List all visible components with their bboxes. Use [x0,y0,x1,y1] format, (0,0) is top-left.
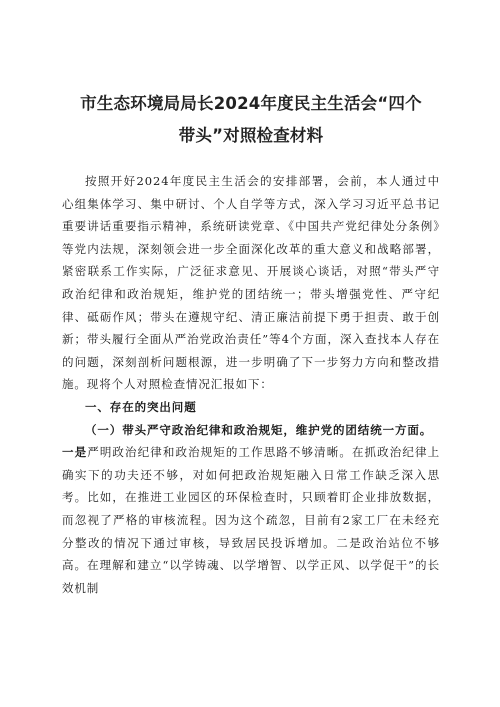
title-line-2: 带头”对照检查材料 [178,126,324,145]
subsection-heading-1: （一）带头严守政治纪律和政治规矩，维护党的团结统一方面。 [85,422,433,437]
document-body [62,170,440,599]
document-title [58,88,444,152]
title-line-1: 市生态环境局局长2024年度民主生活会“四个 [80,94,422,113]
intro-paragraph: 按照开好2024年度民主生活会的安排部署，会前，本人通过中心组集体学习、集中研讨、个人自学等方式，深入学习习近平总书记重要讲话重要指示精神，系统研读党章、《中国共产党纪律处分条例》等党内法规，深刻领会进一步全面深化改革的重大意义和战略部署，紧密联系工作实际，广泛征求意见、开展谈心谈话，对照“带头严守政治纪律和政治规矩，维护党的团结统一；带头增强党性、严守纪律、砥砺作风；带头在遵规守纪、清正廉洁前提下勇于担责、敢于创新；带头履行全面从严治党政治责任”等4个方面，深入查找本人存在的问题，深刻剖析问题根源，进一步明确了下一步努力方向和整改措施。现将个人对照检查情况汇报如下： [62,174,440,392]
section-heading-1: 一、存在的突出问题 [85,399,197,414]
point-1-lead: 一是 [62,445,88,460]
point-1-text: 严明政治纪律和政治规矩的工作思路不够清晰。在抓政治纪律上确实下的功夫还不够，对如何把政治规矩融入日常工作缺乏深入思考。比如，在推进工业园区的环保检查时，只顾着盯企业排放数据，而忽视了严格的审核流程。因为这个疏忽，目前有2家工厂在未经充分整改的情况下通过审核，导致居民投诉增加。二是政治站位不够高。在理解和建立“以学铸魂、以学增智、以学正风、以学促干”的长效机制 [62,445,440,595]
point-1-paragraph [62,441,440,599]
